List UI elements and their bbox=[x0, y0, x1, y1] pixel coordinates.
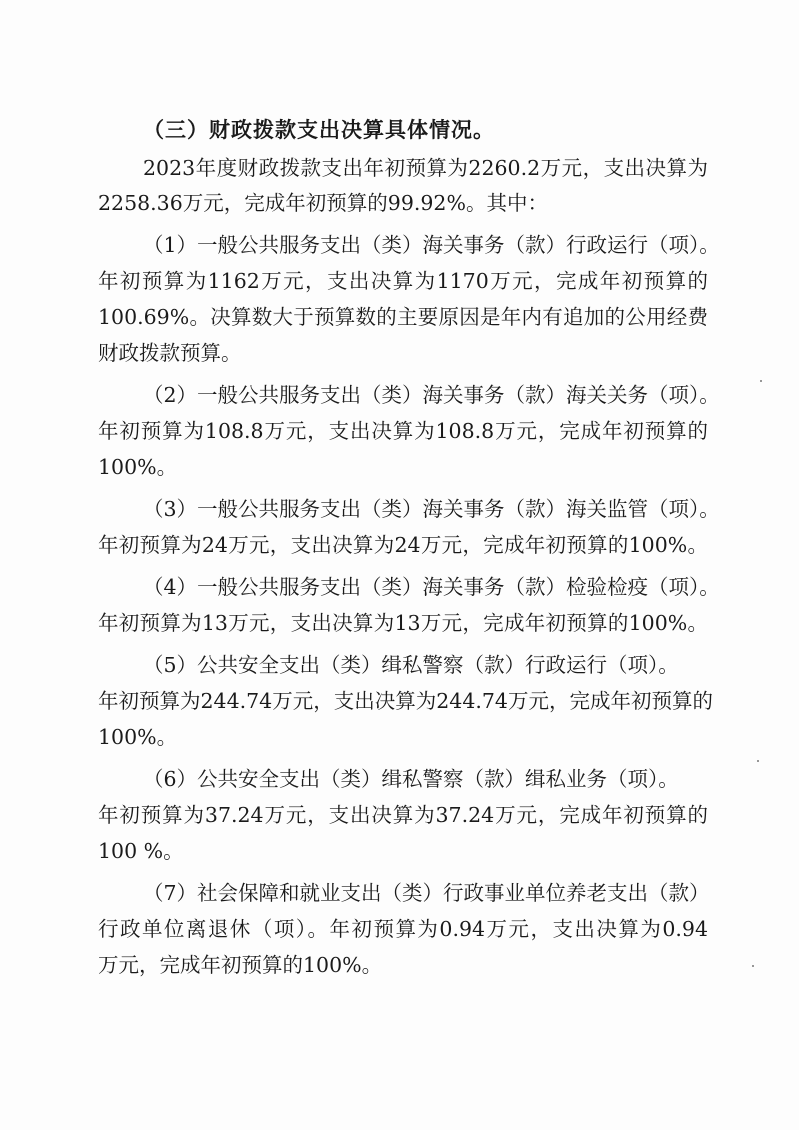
paragraph-line: 财政拨款预算。 bbox=[98, 341, 242, 365]
paragraph-line: （3）一般公共服务支出（类）海关事务（款）海关监管（项）。 bbox=[143, 497, 720, 521]
paragraph-line: （2）一般公共服务支出（类）海关事务（款）海关关务（项）。 bbox=[143, 383, 720, 407]
paragraph-line: 年初预算为244.74万元，支出决算为244.74万元，完成年初预算的 bbox=[98, 689, 713, 713]
paragraph-line: 行政单位离退休（项）。年初预算为0.94万元，支出决算为0.94 bbox=[98, 917, 708, 941]
paragraph-line: （1）一般公共服务支出（类）海关事务（款）行政运行（项）。 bbox=[143, 233, 720, 257]
paragraph-line: 100 %。 bbox=[98, 839, 184, 863]
paragraph-line: 年初预算为108.8万元，支出决算为108.8万元，完成年初预算的 bbox=[98, 419, 708, 443]
paragraph-line: （5）公共安全支出（类）缉私警察（款）行政运行（项）。 bbox=[143, 653, 679, 677]
paragraph-line: 100.69%。决算数大于预算数的主要原因是年内有追加的公用经费 bbox=[98, 305, 708, 329]
paragraph-line: 年初预算为37.24万元，支出决算为37.24万元，完成年初预算的 bbox=[98, 803, 708, 827]
paragraph-line: 年初预算为1162万元，支出决算为1170万元，完成年初预算的 bbox=[98, 269, 708, 293]
paragraph-line: 年初预算为13万元，支出决算为13万元，完成年初预算的100%。 bbox=[98, 611, 708, 635]
paragraph-line: （6）公共安全支出（类）缉私警察（款）缉私业务（项）。 bbox=[143, 767, 679, 791]
scan-speck bbox=[757, 760, 759, 762]
section-heading: （三）财政拨款支出决算具体情况。 bbox=[143, 117, 495, 142]
scan-speck bbox=[752, 965, 754, 967]
paragraph-line: 2023年度财政拨款支出年初预算为2260.2万元，支出决算为 bbox=[143, 156, 708, 180]
paragraph-line: 年初预算为24万元，支出决算为24万元，完成年初预算的100%。 bbox=[98, 533, 708, 557]
paragraph-line: 100%。 bbox=[98, 725, 178, 749]
paragraph-line: 2258.36万元，完成年初预算的99.92%。其中： bbox=[98, 191, 548, 215]
paragraph-line: （7）社会保障和就业支出（类）行政事业单位养老支出（款） bbox=[143, 881, 710, 905]
scan-speck bbox=[760, 380, 762, 382]
paragraph-line: （4）一般公共服务支出（类）海关事务（款）检验检疫（项）。 bbox=[143, 575, 720, 599]
paragraph-line: 万元，完成年初预算的100%。 bbox=[98, 953, 383, 977]
paragraph-line: 100%。 bbox=[98, 455, 178, 479]
